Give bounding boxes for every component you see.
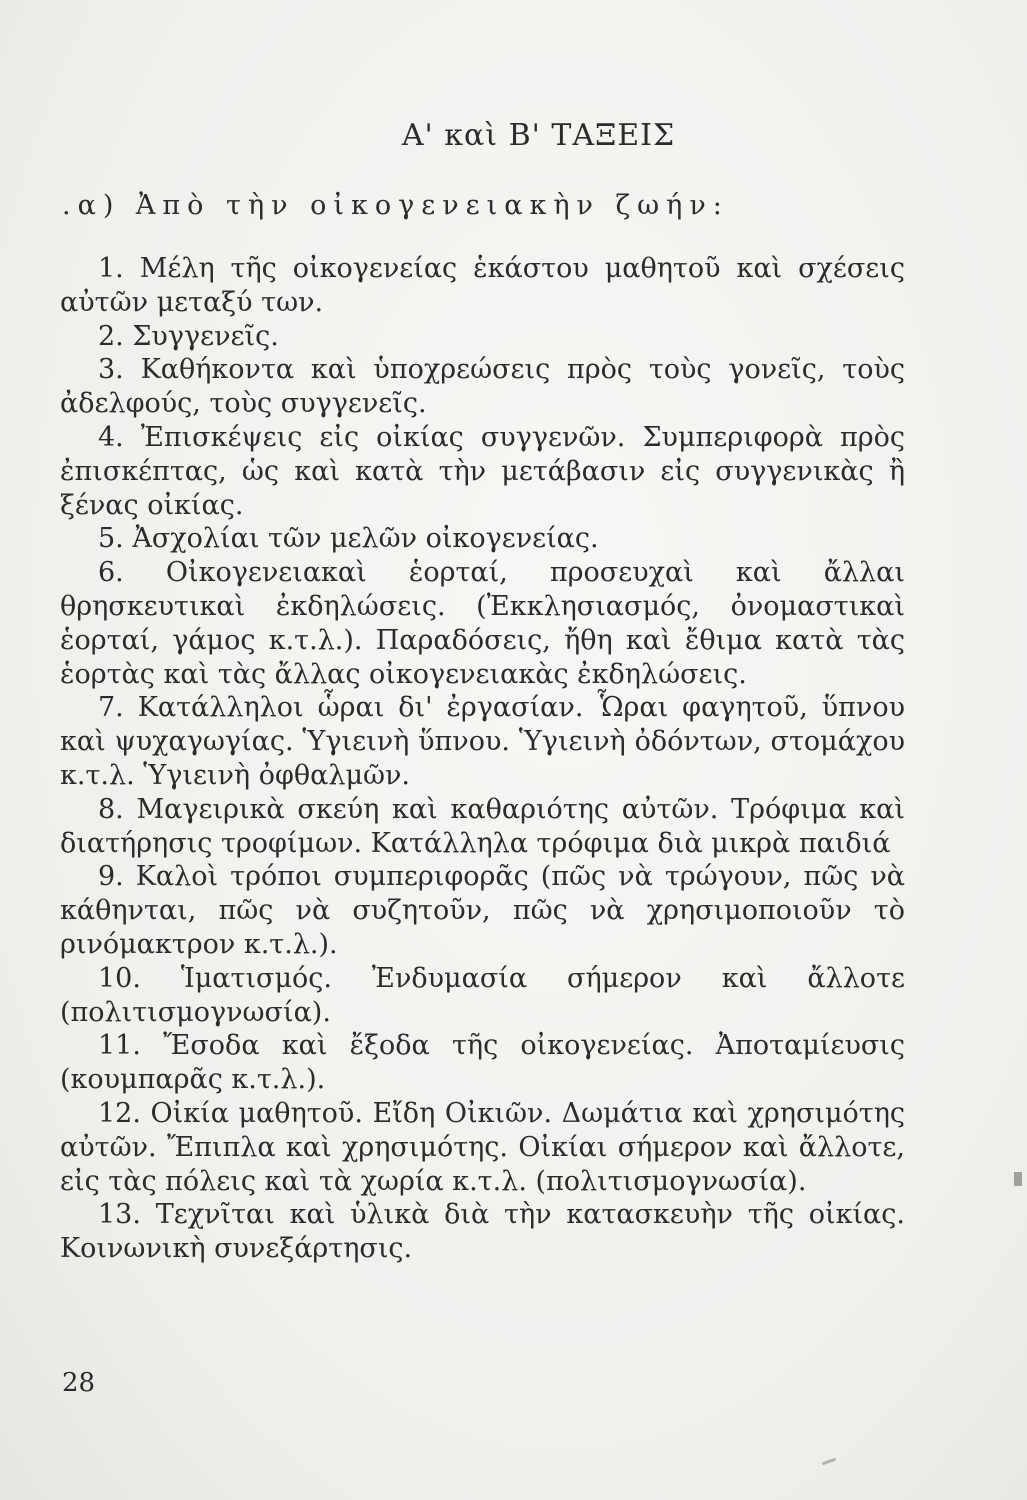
- list-item: 9. Καλοὶ τρόποι συμπεριφορᾶς (πῶς νὰ τρώγουν, πῶς νὰ κάθηνται, πῶς νὰ συζητοῦν, πῶς νὰ χρησιμοποιοῦν τὸ ρινόμακτρον κ.τ.λ.).: [60, 861, 905, 960]
- list-item: 4. Ἐπισκέψεις εἰς οἰκίας συγγενῶν. Συμπεριφορὰ πρὸς ἐπισκέπτας, ὡς καὶ κατὰ τὴν μετάβασιν εἰς συγγενικὰς ἢ ξένας οἰκίας.: [60, 421, 905, 521]
- list-item: 2. Συγγενεῖς.: [98, 320, 279, 352]
- page-title: Α' καὶ Β' ΤΑΞΕΙΣ: [401, 118, 676, 153]
- list-item: 6. Οἰκογενειακαὶ ἑορταί, προσευχαὶ καὶ ἄλλαι θρησκευτικαὶ ἐκδηλώσεις. (Ἐκκλησιασμός, ὀνομαστικαὶ ἑορταί, γάμος κ.τ.λ.). Παραδόσεις, ἤθη καὶ ἔθιμα κατὰ τὰς ἑορτὰς καὶ τὰς ἄλλας οἰκογενειακὰς ἐκδηλώσεις.: [60, 557, 905, 690]
- list-item: 3. Καθήκοντα καὶ ὑποχρεώσεις πρὸς τοὺς γονεῖς, τοὺς ἀδελφούς, τοὺς συγγενεῖς.: [60, 354, 905, 420]
- list-item: 13. Τεχνῖται καὶ ὑλικὰ διὰ τὴν κατασκευὴν τῆς οἰκίας. Κοινωνικὴ συνεξάρτησις.: [60, 1199, 905, 1265]
- list-item: 5. Ἀσχολίαι τῶν μελῶν οἰκογενείας.: [98, 523, 599, 555]
- list-item: 10. Ἱματισμός. Ἐνδυμασία σήμερον καὶ ἄλλοτε (πολιτισμογνωσία).: [60, 962, 905, 1028]
- entry-list: [60, 252, 905, 1266]
- list-item: 7. Κατάλληλοι ὧραι δι' ἐργασίαν. Ὧραι φαγητοῦ, ὕπνου καὶ ψυχαγωγίας. Ὑγιεινὴ ὕπνου. Ὑγιεινὴ ὀδόντων, στομάχου κ.τ.λ. Ὑγιεινὴ ὀφθαλμῶν.: [60, 692, 905, 791]
- list-item: 11. Ἔσοδα καὶ ἔξοδα τῆς οἰκογενείας. Ἀποταμίευσις (κουμπαρᾶς κ.τ.λ.).: [60, 1030, 905, 1096]
- list-item: 12. Οἰκία μαθητοῦ. Εἴδη Οἰκιῶν. Δωμάτια καὶ χρησιμότης αὐτῶν. Ἔπιπλα καὶ χρησιμότης. Οἰκίαι σήμερον καὶ ἄλλοτε, εἰς τὰς πόλεις καὶ τὰ χωρία κ.τ.λ. (πολιτισμογνωσία).: [60, 1097, 905, 1197]
- page-number: 28: [62, 1368, 96, 1398]
- list-item: 1. Μέλη τῆς οἰκογενείας ἑκάστου μαθητοῦ καὶ σχέσεις αὐτῶν μεταξύ των.: [60, 253, 905, 318]
- list-item: 8. Μαγειρικὰ σκεύη καὶ καθαριότης αὐτῶν. Τρόφιμα καὶ διατήρησις τροφίμων. Κατάλληλα τρόφιμα διὰ μικρὰ παιδιά: [60, 793, 905, 859]
- scan-edge-mark: [1014, 1172, 1022, 1186]
- section-heading: .α) Ἀπὸ τὴν οἰκογενειακὴν ζωήν:: [62, 190, 729, 221]
